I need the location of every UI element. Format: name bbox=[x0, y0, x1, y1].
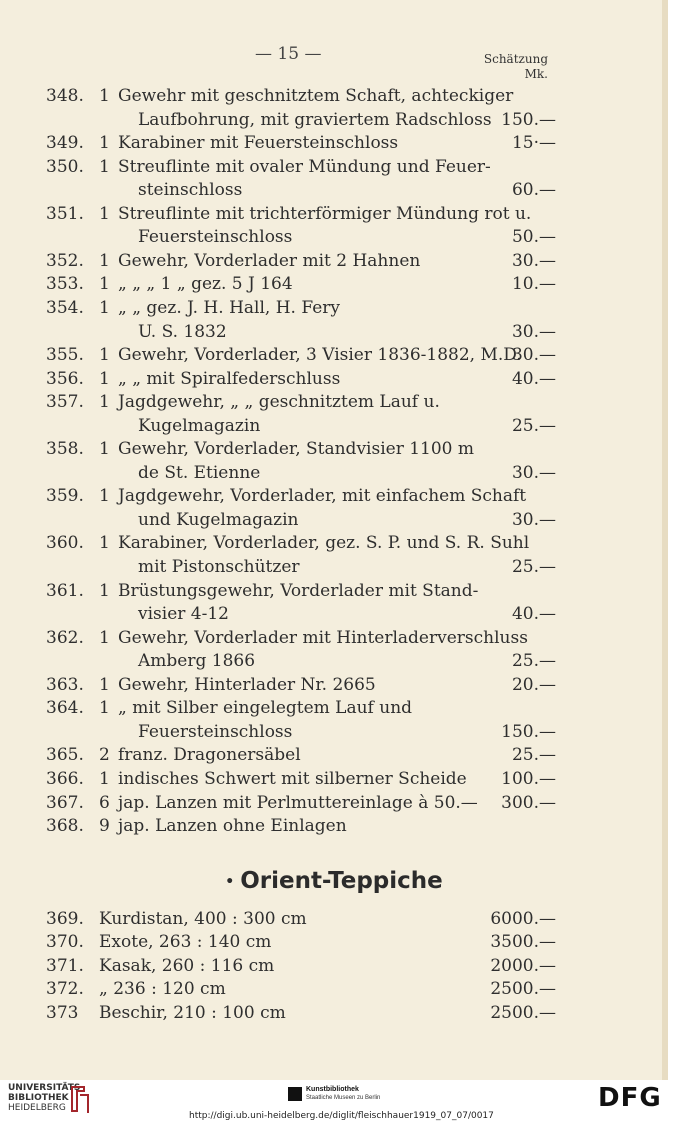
lot-number: 352. bbox=[46, 250, 84, 271]
lot-description: Streuflinte mit ovaler Mündung und Feuer- bbox=[118, 156, 491, 177]
lot-description: mit Pistonschützer bbox=[138, 557, 300, 577]
uni-logo-line: BIBLIOTHEK bbox=[8, 1093, 69, 1103]
lot-description: indisches Schwert mit silberner Scheide bbox=[118, 768, 467, 789]
lot-quantity: 1 bbox=[99, 368, 110, 389]
lot-description: Gewehr, Hinterlader Nr. 2665 bbox=[118, 674, 376, 695]
lot-line bbox=[0, 180, 668, 204]
lot-description: franz. Dragonersäbel bbox=[118, 745, 301, 766]
lot-line bbox=[0, 392, 668, 416]
lot-quantity: 1 bbox=[99, 533, 110, 554]
lot-price: 10.— bbox=[511, 274, 556, 295]
estimate-column-header bbox=[458, 52, 548, 82]
lot-number: 366. bbox=[46, 768, 84, 789]
rug-description: Exote, 263 : 140 cm bbox=[99, 932, 272, 953]
rug-description: Kurdistan, 400 : 300 cm bbox=[99, 909, 307, 929]
lot-line bbox=[0, 486, 668, 510]
lot-line bbox=[0, 110, 668, 134]
lot-line bbox=[0, 510, 668, 534]
lot-price: 150.— bbox=[501, 721, 556, 742]
lot-number: 359. bbox=[46, 486, 84, 507]
lot-description: steinschloss bbox=[138, 180, 243, 201]
lot-description: Gewehr, Vorderlader mit 2 Hahnen bbox=[118, 250, 421, 271]
estimate-title: Schätzung bbox=[483, 52, 548, 66]
lot-quantity: 1 bbox=[99, 486, 110, 507]
lot-description: Gewehr, Vorderlader mit Hinterladerverschluss bbox=[118, 627, 528, 648]
lot-price: 30.— bbox=[511, 462, 556, 483]
lot-number: 360. bbox=[46, 533, 84, 554]
estimate-unit: Mk. bbox=[524, 67, 548, 81]
lot-description: Feuersteinschloss bbox=[138, 227, 293, 248]
lot-line bbox=[0, 698, 668, 722]
rug-number: 372. bbox=[46, 979, 84, 1000]
lot-line bbox=[0, 416, 668, 440]
lot-number: 349. bbox=[46, 133, 84, 154]
lot-quantity: 1 bbox=[99, 392, 110, 413]
lot-line bbox=[0, 581, 668, 605]
lot-description: Kugelmagazin bbox=[138, 415, 261, 436]
kunstbibliothek-subtitle: Staatliche Museen zu Berlin bbox=[306, 1095, 381, 1101]
dfg-logo[interactable]: DFG bbox=[598, 1083, 662, 1113]
lot-quantity: 1 bbox=[99, 674, 110, 695]
uni-emblem-icon bbox=[68, 1083, 92, 1115]
lot-quantity: 1 bbox=[99, 86, 110, 106]
lot-price: 40.— bbox=[511, 368, 556, 389]
lot-description: jap. Lanzen mit Perlmuttereinlage à 50.— bbox=[118, 792, 478, 813]
lot-number: 368. bbox=[46, 816, 84, 837]
lot-number: 351. bbox=[46, 203, 84, 224]
lot-line bbox=[0, 227, 668, 251]
lot-line bbox=[0, 133, 668, 157]
lot-line bbox=[0, 745, 668, 769]
lot-line bbox=[0, 322, 668, 346]
lot-line bbox=[0, 86, 668, 110]
lot-line bbox=[0, 769, 668, 793]
lot-number: 356. bbox=[46, 368, 84, 389]
rug-description: Beschir, 210 : 100 cm bbox=[99, 1002, 286, 1023]
lot-quantity: 6 bbox=[99, 792, 110, 813]
lot-price: 30.— bbox=[511, 250, 556, 271]
rug-price: 2500.— bbox=[490, 979, 556, 1000]
lot-number: 348. bbox=[46, 86, 84, 106]
lot-quantity: 2 bbox=[99, 745, 110, 766]
lot-line bbox=[0, 816, 668, 840]
rug-line bbox=[0, 932, 668, 956]
bullet-icon: • bbox=[225, 873, 235, 890]
rug-price: 6000.— bbox=[490, 909, 556, 929]
lot-description: „ „ mit Spiralfederschluss bbox=[118, 368, 341, 389]
lot-line bbox=[0, 604, 668, 628]
lot-line bbox=[0, 204, 668, 228]
lot-price: 15·— bbox=[511, 133, 556, 154]
lot-quantity: 1 bbox=[99, 768, 110, 789]
lot-description: Karabiner, Vorderlader, gez. S. P. und S. R. Suhl bbox=[118, 533, 530, 554]
lot-line bbox=[0, 369, 668, 393]
rug-number: 373 bbox=[46, 1002, 79, 1023]
page-number: — 15 — bbox=[255, 44, 322, 64]
rug-description: Kasak, 260 : 116 cm bbox=[99, 955, 275, 976]
lot-price: 50.— bbox=[511, 227, 556, 248]
lot-price: 60.— bbox=[511, 180, 556, 201]
kunstbibliothek-logo[interactable] bbox=[288, 1084, 398, 1110]
lot-line bbox=[0, 274, 668, 298]
lot-quantity: 1 bbox=[99, 627, 110, 648]
lot-line bbox=[0, 157, 668, 181]
rug-number: 371. bbox=[46, 955, 84, 976]
lot-price: 30.— bbox=[511, 321, 556, 342]
lot-description: de St. Etienne bbox=[138, 462, 261, 483]
lot-line bbox=[0, 628, 668, 652]
lot-quantity: 1 bbox=[99, 698, 110, 719]
rug-line bbox=[0, 956, 668, 980]
lot-description: Streuflinte mit trichterförmiger Mündung rot u. bbox=[118, 203, 532, 224]
lot-price: 150.— bbox=[501, 109, 556, 130]
rug-line bbox=[0, 909, 668, 933]
section-heading bbox=[0, 868, 668, 894]
lot-number: 364. bbox=[46, 698, 84, 719]
lot-quantity: 1 bbox=[99, 274, 110, 295]
lot-quantity: 1 bbox=[99, 580, 110, 601]
rug-price: 2000.— bbox=[490, 955, 556, 976]
lot-description: Jagdgewehr, Vorderlader, mit einfachem Schaft bbox=[118, 486, 527, 507]
lot-price: 25.— bbox=[511, 557, 556, 577]
lot-price: 30.— bbox=[511, 345, 556, 366]
footer-bar bbox=[0, 1080, 674, 1125]
lot-description: Gewehr, Vorderlader, 3 Visier 1836-1882, M.D. bbox=[118, 345, 522, 366]
lot-line bbox=[0, 439, 668, 463]
rug-description: „ 236 : 120 cm bbox=[99, 979, 226, 1000]
lot-line bbox=[0, 557, 668, 581]
lot-quantity: 1 bbox=[99, 156, 110, 177]
lot-number: 353. bbox=[46, 274, 84, 295]
lot-line bbox=[0, 533, 668, 557]
lot-description: Gewehr, Vorderlader, Standvisier 1100 m bbox=[118, 439, 475, 460]
lot-description: Brüstungsgewehr, Vorderlader mit Stand- bbox=[118, 580, 479, 601]
lot-description: Laufbohrung, mit graviertem Radschloss bbox=[138, 109, 492, 130]
lot-description: Feuersteinschloss bbox=[138, 721, 293, 742]
lot-price: 25.— bbox=[511, 415, 556, 436]
lot-number: 367. bbox=[46, 792, 84, 813]
lot-price: 25.— bbox=[511, 745, 556, 766]
lot-price: 25.— bbox=[511, 651, 556, 672]
lot-number: 357. bbox=[46, 392, 84, 413]
lot-number: 355. bbox=[46, 345, 84, 366]
rug-line bbox=[0, 1003, 668, 1027]
kunstbibliothek-title: Kunstbibliothek bbox=[306, 1086, 359, 1093]
permalink[interactable]: http://digi.ub.uni-heidelberg.de/diglit/fleischhauer1919_07_07/0017 bbox=[189, 1111, 494, 1121]
uni-logo-line: UNIVERSITÄTS- bbox=[8, 1083, 85, 1093]
lot-line bbox=[0, 463, 668, 487]
lot-number: 361. bbox=[46, 580, 84, 601]
lot-quantity: 1 bbox=[99, 203, 110, 224]
lot-line bbox=[0, 793, 668, 817]
lot-price: 100.— bbox=[501, 768, 556, 789]
lot-description: „ mit Silber eingelegtem Lauf und bbox=[118, 698, 413, 719]
lot-price: 300.— bbox=[501, 792, 556, 813]
lot-quantity: 1 bbox=[99, 345, 110, 366]
rug-price: 3500.— bbox=[490, 932, 556, 953]
lot-description: U. S. 1832 bbox=[138, 321, 227, 342]
lot-description: Karabiner mit Feuersteinschloss bbox=[118, 133, 399, 154]
lot-line bbox=[0, 722, 668, 746]
lot-quantity: 1 bbox=[99, 133, 110, 154]
lot-description: „ „ „ 1 „ gez. 5 J 164 bbox=[118, 274, 293, 295]
lot-line bbox=[0, 345, 668, 369]
lot-description: Amberg 1866 bbox=[138, 651, 256, 672]
lot-number: 350. bbox=[46, 156, 84, 177]
section-title: Orient-Teppiche bbox=[240, 868, 443, 894]
lot-number: 358. bbox=[46, 439, 84, 460]
lot-number: 363. bbox=[46, 674, 84, 695]
lot-description: Gewehr mit geschnitztem Schaft, achteckiger bbox=[118, 86, 514, 106]
lot-number: 354. bbox=[46, 297, 84, 318]
rug-number: 369. bbox=[46, 909, 84, 929]
lot-quantity: 1 bbox=[99, 297, 110, 318]
lot-price: 30.— bbox=[511, 509, 556, 530]
lot-description: Jagdgewehr, „ „ geschnitztem Lauf u. bbox=[118, 392, 440, 413]
lot-description: visier 4-12 bbox=[138, 604, 229, 625]
lot-number: 362. bbox=[46, 627, 84, 648]
lot-line bbox=[0, 675, 668, 699]
lot-line bbox=[0, 251, 668, 275]
lot-quantity: 1 bbox=[99, 439, 110, 460]
uni-logo-line: HEIDELBERG bbox=[8, 1103, 66, 1113]
lot-price: 40.— bbox=[511, 604, 556, 625]
lot-quantity: 1 bbox=[99, 250, 110, 271]
rug-number: 370. bbox=[46, 932, 84, 953]
lot-description: und Kugelmagazin bbox=[138, 509, 299, 530]
lot-number: 365. bbox=[46, 745, 84, 766]
lot-price: 20.— bbox=[511, 674, 556, 695]
lot-line bbox=[0, 651, 668, 675]
lot-quantity: 9 bbox=[99, 816, 110, 837]
lot-line bbox=[0, 298, 668, 322]
lot-description: „ „ gez. J. H. Hall, H. Fery bbox=[118, 297, 340, 318]
rug-line bbox=[0, 979, 668, 1003]
rug-price: 2500.— bbox=[490, 1002, 556, 1023]
lot-description: jap. Lanzen ohne Einlagen bbox=[118, 816, 347, 837]
kunstbibliothek-mark-icon bbox=[288, 1087, 302, 1101]
